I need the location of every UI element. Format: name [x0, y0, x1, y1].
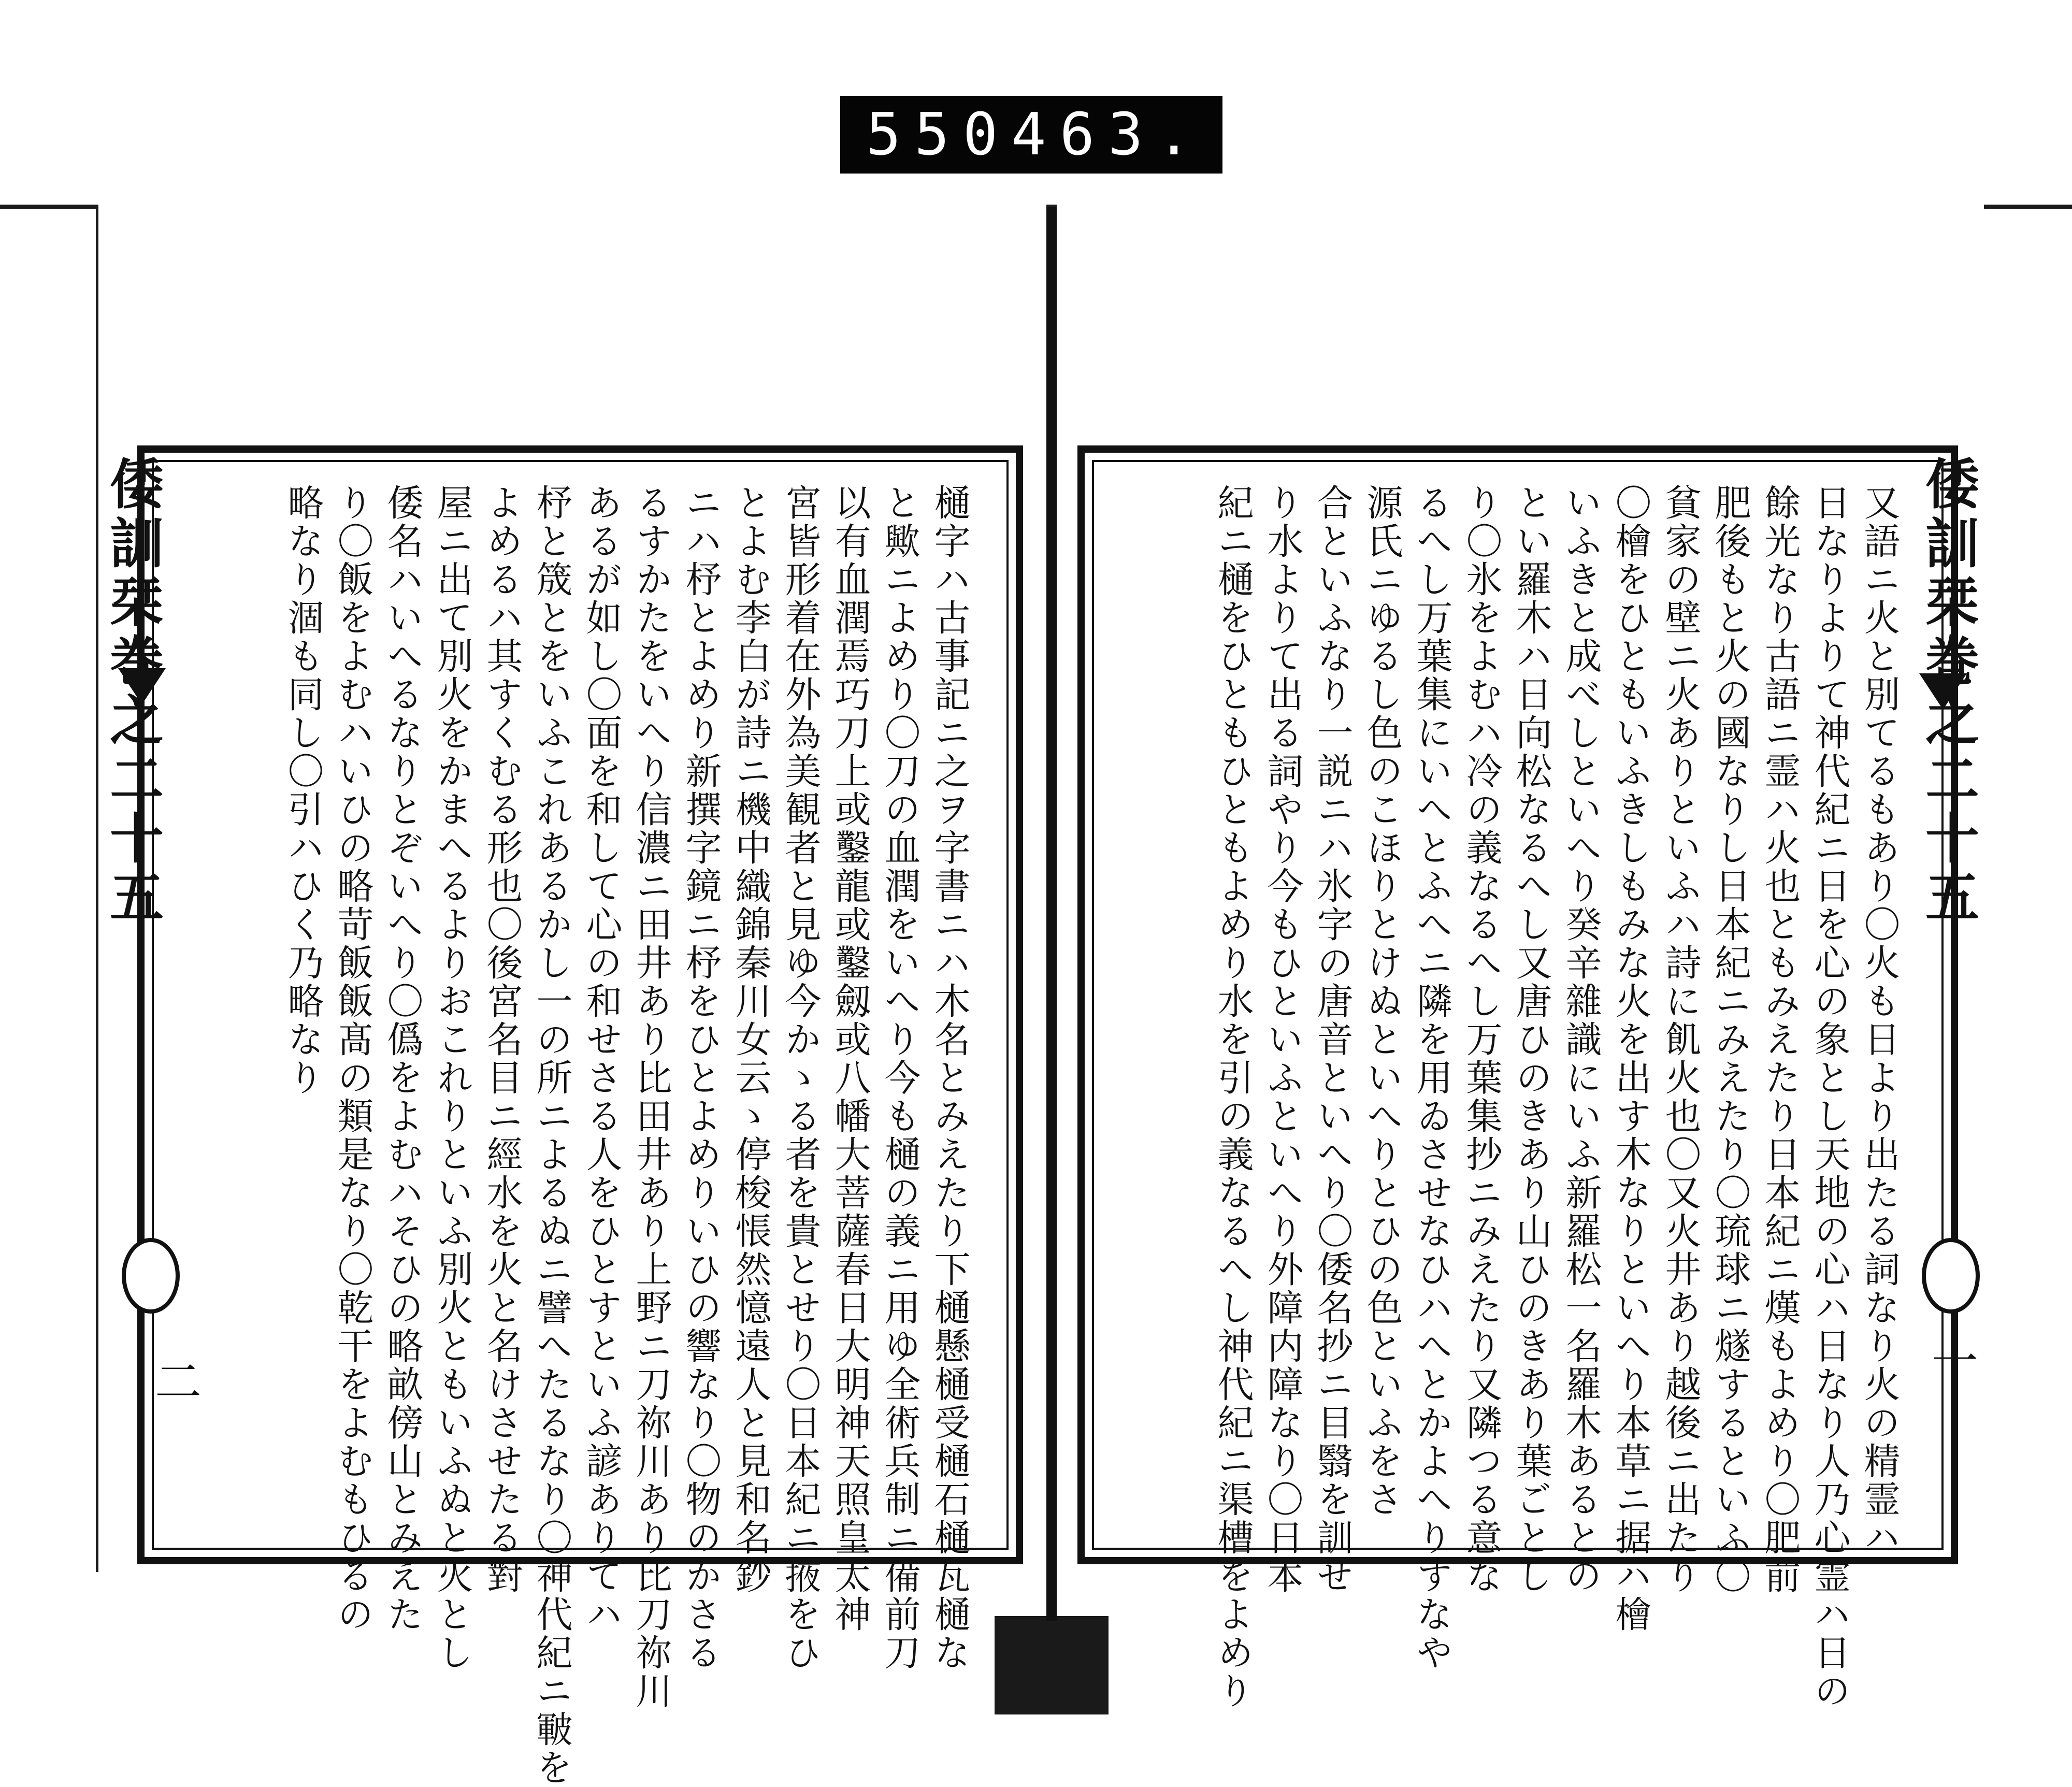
- right-column: り〇氷をよむハ冷の義なるへし万葉集抄ニみえたり又隣つる意な: [1460, 484, 1503, 1595]
- left-column: 宮皆形着在外為美観者と見ゆ今かゝる者を貴とせり〇日本紀ニ掖をひ: [779, 484, 822, 1672]
- right-column: 源氏ニゆるし色のこほりとけぬといへりとひの色といふをさ: [1361, 484, 1403, 1519]
- right-column: いふきと成べしといへり癸辛雜識にいふ新羅松一名羅木あるとの: [1560, 484, 1602, 1595]
- left-column: り〇飯をよむハいひの略苛飯飯髙の類是なり〇乾干をよむもひるの: [332, 484, 374, 1634]
- left-column: 以有血潤焉巧刀上或鑿龍或鑿劔或八幡大菩薩春日大明神天照皇太神: [829, 484, 871, 1634]
- bottom-spine-block: [995, 1616, 1109, 1714]
- left-column: と歟ニよめり〇刀の血潤をいへり今も樋の義ニ用ゆ全術兵制ニ備前刀: [879, 484, 921, 1672]
- left-page-number: 二: [147, 1357, 201, 1404]
- left-column: 倭名ハいへるなりとぞいへり〇僞をよむハそひの略畝傍山とみえた: [381, 484, 424, 1634]
- right-fish-tail-mark: [1919, 673, 1967, 710]
- left-margin-title: 倭訓栞巻之二十五: [100, 456, 164, 928]
- left-column: ニハ杼とよめり新撰字鏡ニ杼をひとよめりいひの響なり〇物のかさる: [680, 484, 722, 1672]
- left-column: とよむ李白が詩ニ機中織錦秦川女云ゝ停梭悵然憶遠人と見和名鈔: [729, 484, 772, 1595]
- right-column: 〇檜をひともいふきしもみな火を出す木なりといへり本草ニ据ハ檜: [1609, 484, 1652, 1634]
- right-column: 日なりよりて神代紀ニ日を心の象とし天地の心ハ日なり人乃心霊ハ日の: [1808, 484, 1851, 1710]
- left-column: あるが如し〇面を和して心の和せさる人をひとすといふ諺ありてハ: [580, 484, 623, 1634]
- right-column: り水よりて出る詞やり今もひといふといへり外障内障なり〇日本: [1261, 484, 1304, 1595]
- right-column: 合といふなり一説ニハ氷字の唐音といへり〇倭名抄ニ目翳を訓せ: [1311, 484, 1354, 1595]
- left-column: 杼と筬とをいふこれあるかし一の所ニよるぬニ譬へたるなり〇神代紀ニ皸を: [530, 484, 573, 1787]
- left-column: 略なり涸も同し〇引ハひく乃略なり: [282, 484, 324, 1097]
- right-column: 貧家の壁ニ火ありといふハ詩に飢火也〇又火井あり越後ニ出たり: [1659, 484, 1702, 1595]
- right-column: 餘光なり古語ニ霊ハ火也ともみえたり日本紀ニ熯もよめり〇肥前: [1759, 484, 1801, 1595]
- catalog-number-left: 550: [866, 101, 1012, 168]
- left-column: よめるハ其すくむる形也〇後宮名目ニ經水を火と名けさせたる對: [481, 484, 523, 1595]
- catalog-number-right: 463.: [1011, 101, 1205, 168]
- right-circle-mark: [1922, 1238, 1980, 1314]
- right-column: とい羅木ハ日向松なるへし又唐ひのきあり山ひのきあり葉ごとし: [1510, 484, 1552, 1595]
- left-column: るすかたをいへり信濃ニ田井あり比田井あり上野ニ刀祢川あり比刀祢川: [630, 484, 672, 1710]
- right-column: るへし万葉集にいへとふへニ隣を用ゐさせなひハへとかよへりすなや: [1411, 484, 1453, 1672]
- right-margin-title: 倭訓栞巻之二十五: [1916, 456, 1980, 928]
- left-circle-mark: [122, 1238, 180, 1314]
- right-column: 肥後もと火の國なりし日本紀ニみえたり〇琉球ニ燧するといふ〇: [1709, 484, 1751, 1595]
- right-page-number: 一: [1923, 1336, 1978, 1383]
- right-text-columns: [1116, 484, 1904, 1710]
- left-text-columns: [176, 484, 974, 1787]
- catalog-label-strip: [840, 96, 1222, 174]
- right-text-block: [1077, 445, 1958, 1710]
- left-column: 樋字ハ古事記ニ之ヲ字書ニハ木名とみえたり下樋懸樋受樋石樋瓦樋な: [928, 484, 971, 1672]
- right-column: 又語ニ火と別てるもあり〇火も日より出たる詞なり火の精霊ハ: [1858, 484, 1901, 1557]
- left-fish-tail-mark: [118, 668, 166, 704]
- left-column: 屋ニ出て別火をかまへるよりおこれりといふ別火ともいふぬと火とし: [431, 484, 473, 1672]
- right-column: 紀ニ樋をひともひともよめり水を引の義なるへし神代紀ニ渠槽をよめり: [1212, 484, 1254, 1710]
- book-spine: [1046, 207, 1057, 1621]
- left-text-block: [137, 445, 1023, 1787]
